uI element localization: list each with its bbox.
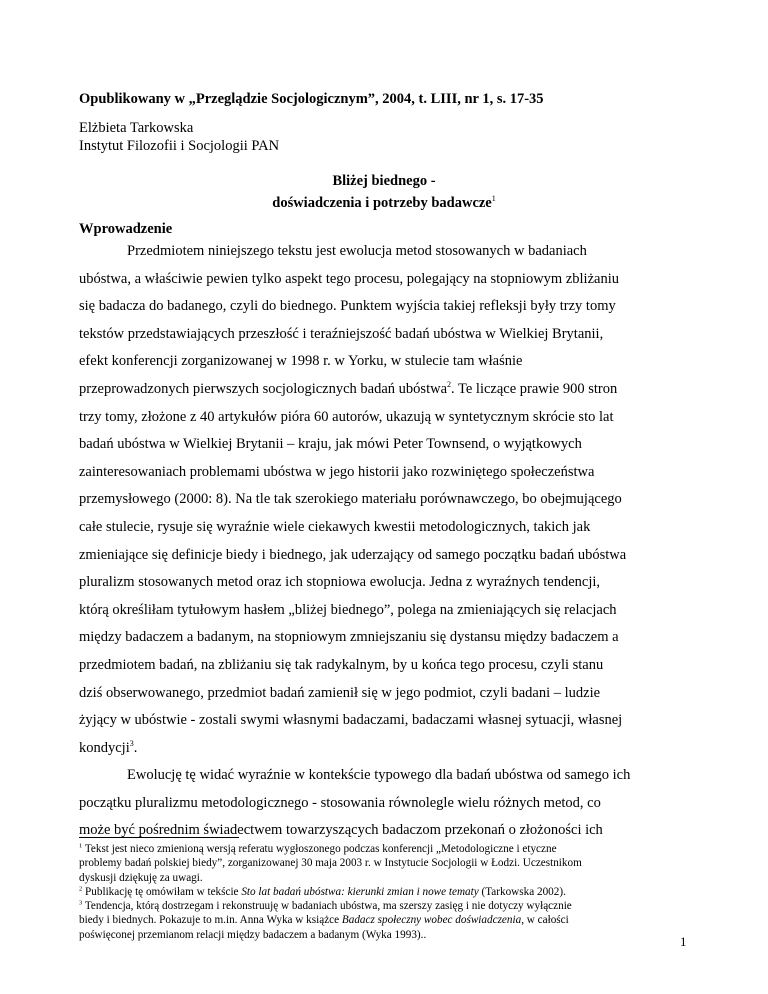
body-line: którą określiłam tytułowym hasłem „bliżej biednego”, polega na zmieniających się relacjach xyxy=(79,601,617,618)
footnotes xyxy=(79,842,699,942)
body-line: pluralizm stosowanych metod oraz ich stopniowa ewolucja. Jedna z wyraźnych tendencji, xyxy=(79,574,601,591)
body-line: ubóstwa, a właściwie pewien tylko aspekt tego procesu, polegający na stopniowym zbliżaniu xyxy=(79,270,619,287)
paper-title xyxy=(0,172,768,212)
author-block xyxy=(79,119,279,155)
body-line: przedmiotem badań, na zbliżaniu się tak radykalnym, by u końca tego procesu, czyli stanu xyxy=(79,656,604,673)
body-text xyxy=(79,238,699,845)
footnote-ref: 3 xyxy=(129,738,134,748)
body-line: przeprowadzonych pierwszych socjologicznych badań ubóstwa$^2$. Te liczące prawie 900 stron xyxy=(79,380,618,397)
footnote-3-cont: biedy i biednych. Pokazuje to m.in. Anna Wyka w książce Badacz społeczny wobec doświadczenia, w całości xyxy=(79,914,569,927)
title-line-2: doświadczenia i potrzeby badawcze$^1$ xyxy=(272,194,496,211)
body-line: się badacza do badanego, czyli do biednego. Punktem wyjścia takiej refleksji były trzy tomy xyxy=(79,298,616,315)
footnote-2: $^2$ Publikację tę omówiłam w tekście Sto lat badań ubóstwa: kierunki zmian i nowe tematy (Tarkowska 2002). xyxy=(79,885,566,898)
footnote-1-cont: problemy badań polskiej biedy”, zorganizowanej 30 maja 2003 r. w Instytucie Socjologii w Łodzi. Uczestnikom xyxy=(79,857,582,870)
body-line: zmieniające się definicje biedy i biednego, jak uderzający od samego początku badań ubóstwa xyxy=(79,546,627,563)
title-line-1: Bliżej biednego - xyxy=(332,173,436,189)
author-name: Elżbieta Tarkowska xyxy=(79,120,194,136)
body-line: trzy tomy, złożone z 40 artykułów pióra 60 autorów, ukazują w syntetycznym skrócie sto lat xyxy=(79,408,614,425)
publication-note: Opublikowany w „Przeglądzie Socjologicznym”, 2004, t. LIII, nr 1, s. 17-35 xyxy=(79,91,544,107)
body-line: efekt konferencji zorganizowanej w 1998 r. w Yorku, w stulecie tam właśnie xyxy=(79,353,523,370)
body-line: między badaczem a badanym, na stopniowym zmniejszaniu się dystansu między badaczem a xyxy=(79,629,619,646)
footnote-ref: 2 xyxy=(447,380,452,390)
body-line: zainteresowaniach problemami ubóstwa w jego historii jako rozwiniętego społeczeństwa xyxy=(79,463,595,480)
body-line: kondycji$^3$. xyxy=(79,738,138,756)
body-line: może być pośrednim świadectwem towarzyszących badaczom przekonań o złożoności ich xyxy=(79,822,603,839)
body-line: badań ubóstwa w Wielkiej Brytanii – kraju, jak mówi Peter Townsend, o wyjątkowych xyxy=(79,436,582,453)
body-line: dziś obserwowanego, przedmiot badań zamienił się w jego podmiot, czyli badani – ludzie xyxy=(79,684,601,701)
footnote-1: $^1$ Tekst jest nieco zmienioną wersją referatu wygłoszonego podczas konferencji „Metodologiczne i etyczne xyxy=(79,842,557,855)
body-line: żyjący w ubóstwie - zostali swymi własnymi badaczami, badaczami własnej sytuacji, własnej xyxy=(79,712,623,729)
page-number: 1 xyxy=(680,934,687,949)
footnote-3: $^3$ Tendencja, którą dostrzegam i rekonstruuję w badaniach ubóstwa, ma szerszy zasięg i nie dotyczy wyłącznie xyxy=(79,899,572,913)
footnote-separator xyxy=(79,837,239,838)
author-institution: Instytut Filozofii i Socjologii PAN xyxy=(79,138,280,154)
footnote-3-cont: poświęconej przemianom relacji między badaczem a badanym (Wyka 1993).. xyxy=(79,928,427,941)
body-line: początku pluralizmu metodologicznego - stosowania równolegle wielu różnych metod, co xyxy=(79,794,601,811)
footnote-ref: 1 xyxy=(491,194,496,203)
footnote-1-cont: dyskusji dziękuję za uwagi. xyxy=(79,871,203,884)
body-line: Ewolucję tę widać wyraźnie w kontekście typowego dla badań ubóstwa od samego ich xyxy=(127,767,631,784)
section-heading: Wprowadzenie xyxy=(79,221,173,237)
body-line: tekstów przedstawiających przeszłość i teraźniejszość badań ubóstwa w Wielkiej Brytanii, xyxy=(79,325,604,342)
body-line: przemysłowego (2000: 8). Na tle tak szerokiego materiału porównawczego, bo obejmującego xyxy=(79,491,622,508)
body-line: Przedmiotem niniejszego tekstu jest ewolucja metod stosowanych w badaniach xyxy=(127,243,587,259)
body-line: całe stulecie, rysuje się wyraźnie wiele ciekawych kwestii metodologicznych, takich jak xyxy=(79,518,591,535)
